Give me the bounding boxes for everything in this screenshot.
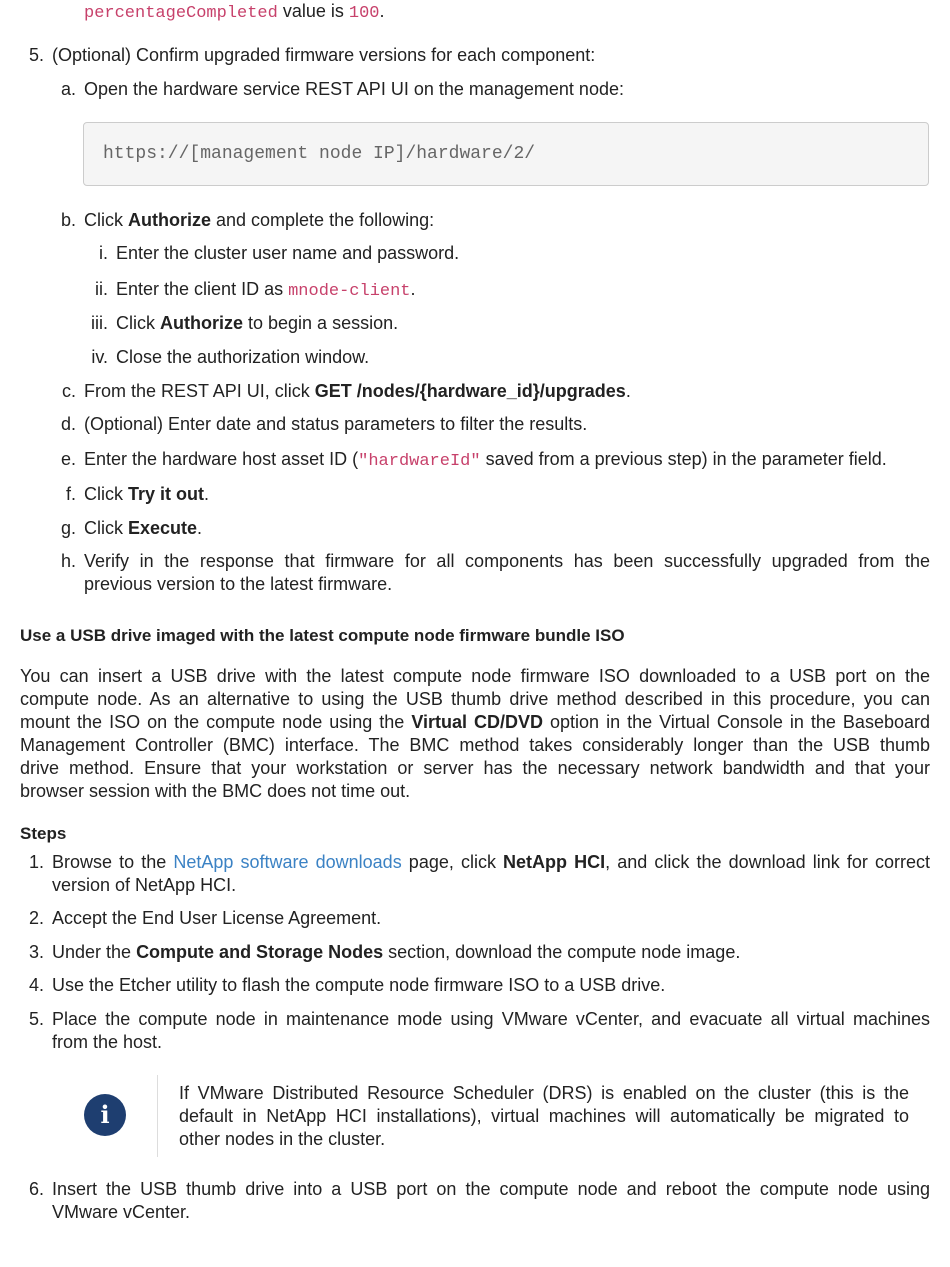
substep-letter: e. (60, 449, 76, 469)
step-text: Place the compute node in maintenance mode using VMware vCenter, and evacuate all virtual machines from the host. (52, 1009, 930, 1052)
info-icon: i (84, 1094, 126, 1136)
roman-text: Click Authorize to begin a session. (116, 313, 399, 333)
substep-text: Click Execute. (84, 518, 203, 538)
step-number: 5. (28, 1009, 44, 1029)
roman-number: iii. (91, 313, 108, 333)
substep-text: (Optional) Enter date and status parameters to filter the results. (84, 414, 588, 434)
code-block (83, 122, 929, 186)
substep-text: Click Try it out. (84, 484, 210, 504)
step-number: 6. (28, 1179, 44, 1199)
substep-letter: b. (60, 210, 76, 230)
section-heading: Use a USB drive imaged with the latest compute node firmware bundle ISO (20, 626, 625, 645)
substep-letter: f. (65, 484, 76, 504)
code-block-text: https://[management node IP]/hardware/2/ (103, 144, 536, 164)
inline-code: percentageCompleted (84, 4, 278, 23)
roman-number: ii. (95, 279, 108, 299)
substep-letter: c. (61, 381, 76, 401)
section-paragraph: You can insert a USB drive with the latest compute node firmware ISO downloaded to a USB port on the compute node. As an alternative to using the USB thumb drive method described in this procedure, you can mount the ISO on the compute node using the Virtual CD/DVD option in the Virtual Console in the Baseboard Management Controller (BMC) interface. The BMC method takes considerably longer than the USB thumb drive method. Ensure that your workstation or server has the necessary network bandwidth and that your browser session with the BMC does not time out. (20, 666, 930, 801)
roman-text: Close the authorization window. (116, 347, 370, 367)
inline-code: 100 (348, 4, 380, 23)
roman-number: i. (99, 243, 108, 263)
substep-text: Open the hardware service REST API UI on the management node: (84, 79, 624, 99)
inline-code: mnode-client (288, 282, 411, 301)
note-divider (157, 1075, 158, 1157)
step-text: Insert the USB thumb drive into a USB port on the compute node and reboot the compute node using VMware vCenter. (52, 1179, 930, 1222)
substep-text: Click Authorize and complete the following: (84, 210, 435, 230)
step-number: 4. (28, 975, 44, 995)
step-text: Under the Compute and Storage Nodes section, download the compute node image. (52, 942, 741, 962)
steps-heading: Steps (20, 824, 67, 843)
step-text: Browse to the NetApp software downloads page, click NetApp HCI, and click the download link for correct version of NetApp HCI. (52, 852, 930, 895)
step-number: 2. (28, 908, 44, 928)
inline-code: "hardwareId" (358, 452, 481, 471)
step-text: (Optional) Confirm upgraded firmware versions for each component: (52, 45, 596, 65)
step-text: Accept the End User License Agreement. (52, 908, 382, 928)
roman-text: Enter the cluster user name and password. (116, 243, 460, 263)
substep-text: Enter the hardware host asset ID ("hardwareId" saved from a previous step) in the parameter field. (84, 449, 887, 471)
roman-text: Enter the client ID as mnode-client. (116, 279, 416, 301)
substep-letter: h. (60, 551, 76, 571)
roman-number: iv. (91, 347, 108, 367)
step-number: 3. (28, 942, 44, 962)
step-number: 5. (28, 45, 44, 65)
step-number: 1. (28, 852, 44, 872)
substep-text: Verify in the response that firmware for all components has been successfully upgraded from the previous version to the latest firmware. (84, 551, 930, 594)
step-text: Use the Etcher utility to flash the compute node firmware ISO to a USB drive. (52, 975, 666, 995)
netapp-downloads-link[interactable]: NetApp software downloads (173, 852, 402, 872)
note-text: If VMware Distributed Resource Scheduler (DRS) is enabled on the cluster (this is the default in NetApp HCI installations), virtual machines will automatically be migrated to other nodes in the cluster. (179, 1083, 909, 1149)
top-continuation: percentageCompleted value is 100. (84, 1, 385, 23)
substep-letter: g. (60, 518, 76, 538)
substep-text: From the REST API UI, click GET /nodes/{hardware_id}/upgrades. (84, 381, 631, 401)
substep-letter: d. (60, 414, 76, 434)
substep-letter: a. (60, 79, 76, 99)
